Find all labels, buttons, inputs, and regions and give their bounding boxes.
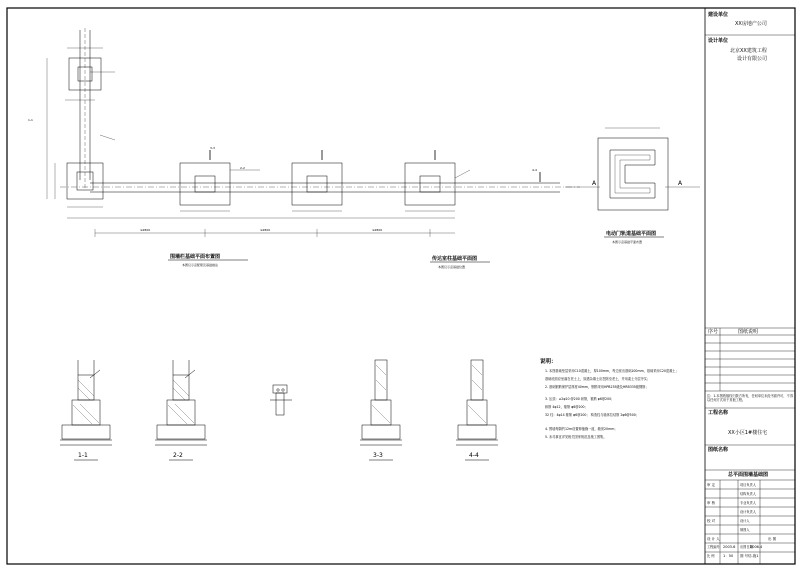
sig-2: 结构负责人 <box>740 492 756 496</box>
section-label-3: 3-3 <box>373 452 383 459</box>
scale-label: 比 例 <box>707 554 715 558</box>
notes-title: 说明： <box>540 359 557 365</box>
dim-3: ≤2800 <box>372 228 383 232</box>
role-1: 审 定 <box>707 483 716 487</box>
sheet-no: 结-施1 <box>748 554 759 558</box>
sheet-border <box>7 8 795 564</box>
note-line: 基础底面应坐落在老土上，如遇杂填土应挖除至老土，并用素土分层夯实； <box>545 377 651 381</box>
rev-col-1: 序号 <box>708 329 719 335</box>
role-3: 校 对 <box>707 519 716 523</box>
plan-caption-right-sub: 本图仅示意基础位置 <box>438 265 466 269</box>
label-A: A <box>592 180 597 187</box>
job-no-label: 工程编号 <box>707 545 720 549</box>
role-4: 设 计 人 <box>707 537 720 541</box>
date-value: 2006.4 <box>750 545 763 549</box>
rev-col-2: 图纸说明 <box>738 329 759 335</box>
drawing-name: 总平面围墙基础图 <box>728 472 769 478</box>
note-line: 3. 压顶：≥2φ10 @200 纵筋，箍筋 φ6@200； <box>545 397 615 401</box>
scale-value: 1：50 <box>723 554 734 558</box>
plan-caption-gate-sub: 本图示意基础平面布置 <box>612 240 643 244</box>
caption-underlines <box>168 237 664 262</box>
note-line: 32 柱：4φ14 箍筋 φ6@200； 构造柱与墙体拉结筋 2φ6@500； <box>545 413 639 417</box>
label-22: 2-2 <box>240 166 245 170</box>
designer-name-1: 北京XX建筑工程 <box>730 48 767 54</box>
note-line: 5. 未尽事宜详见相关国家规范及施工图集。 <box>545 435 607 439</box>
sig-4: 设计负责人 <box>740 510 756 514</box>
date-label: 出图日期 <box>740 545 753 549</box>
sig-6: 制图人 <box>740 528 750 532</box>
wall-plan <box>47 28 700 237</box>
plan-caption-right: 传达室柱基础平面图 <box>432 256 478 262</box>
sections <box>60 360 498 445</box>
stamp-label: 出 图 <box>768 537 777 541</box>
designer-label: 设计单位 <box>708 38 729 44</box>
section-label-1: 1-1 <box>78 452 88 459</box>
remark-text: 注：1.本图纸版权归我方所有，任何单位未经书面许可，不得以任何方式用于其他工程。 <box>707 394 793 402</box>
label-33: 3-3 <box>210 146 215 150</box>
dim-2: ≤2800 <box>260 228 271 232</box>
label-44: 4-4 <box>532 168 537 172</box>
plan-caption-gate: 电动门轨道基础平面图 <box>606 231 657 237</box>
note-line: 纵筋 4φ12，箍筋 φ6@200； <box>545 405 588 409</box>
project-name: XX小区1#楼住宅 <box>728 430 768 436</box>
job-no: 2003-6 <box>723 545 736 549</box>
owner-label: 建设单位 <box>708 12 729 18</box>
sig-3: 专业负责人 <box>740 501 756 505</box>
drawing-label: 图纸名称 <box>708 447 729 453</box>
label-11: 1-1 <box>28 118 33 122</box>
note-line: 4. 围墙每隔约12m设置伸缩缝一道，缝宽20mm； <box>545 427 618 431</box>
role-2: 审 核 <box>707 501 716 505</box>
note-line: 2. 基础钢筋保护层厚度40mm，钢筋采用HPB235级及HRB335级钢筋； <box>545 385 649 389</box>
section-label-2: 2-2 <box>173 452 183 459</box>
designer-name-2: 设计有限公司 <box>737 56 768 62</box>
section-label-4: 4-4 <box>469 452 479 459</box>
note-line: 1. 本图基础垫层采用C10混凝土，厚100mm，每边宽出基础100mm，基础采用C20混凝土； <box>545 369 679 373</box>
project-label: 工程名称 <box>708 410 729 416</box>
sheet-no-label: 图 号 <box>740 554 749 558</box>
dim-1: ≤2800 <box>140 228 151 232</box>
plan-caption-left: 围墙栏基础平面布置图 <box>170 254 221 260</box>
sig-1: 项目负责人 <box>740 483 756 487</box>
sig-5: 设计人 <box>740 519 750 523</box>
plan-caption-left-sub: 本图仅示意配筋及基础做法 <box>182 263 219 267</box>
owner-name: XX房地产公司 <box>735 21 767 27</box>
label-A2: A <box>678 180 683 187</box>
